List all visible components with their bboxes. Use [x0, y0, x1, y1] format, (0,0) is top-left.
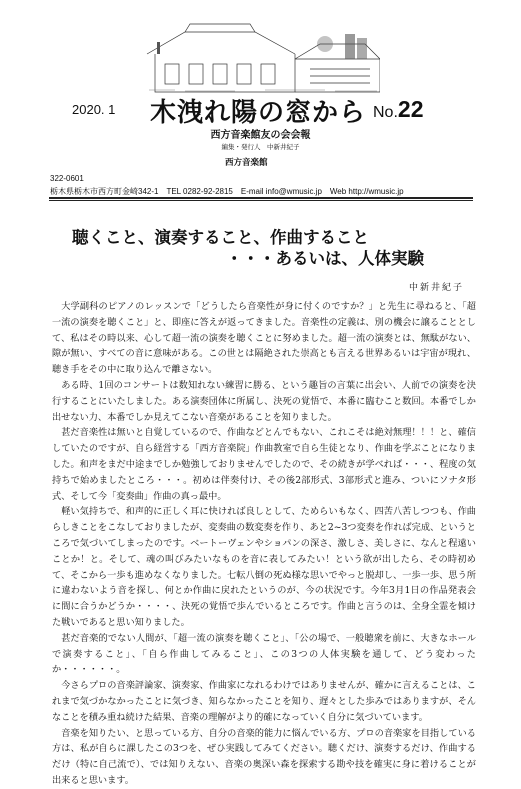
- contact-line: 栃木県栃木市西方町金崎342-1 TEL 0282-92-2815 E-mail info@wmusic.jp Web http://wmusic.jp: [50, 187, 404, 196]
- header-rule-thin: [49, 200, 473, 201]
- article-paragraph: 音楽を知りたい、と思っている方、自分の音楽的能力に悩んでいる方、プロの音楽家を目指している方は、私が自らに課したこの3つを、ぜひ実践してみてください。聴くだけ、演奏するだけ、作曲するだけ（特に自己流で）、では知りえない、音楽の奥深い森を探索する勘や技を確実に身に着けることが出来ると思います。: [52, 727, 476, 786]
- editor-credit: 編集・発行人 中新井紀子: [221, 143, 300, 151]
- issue-prefix: No.: [373, 104, 398, 121]
- article-headline-line1: 聴くこと、演奏すること、作曲すること: [72, 228, 369, 247]
- article-author: 中新井紀子: [409, 283, 465, 293]
- article-body: [52, 299, 476, 789]
- article-paragraph: ある時、1回のコンサートは数知れない練習に勝る、という趣旨の言葉に出会い、人前での演奏を決行することにいたしました。ある演奏団体に所属し、決死の覚悟で、本番に臨むこと数回。本番でしか出せない力、本番でしか見えてこない音楽があることを知りました。: [52, 379, 476, 423]
- newsletter-subtitle: 西方音楽館友の会会報: [210, 130, 311, 141]
- issue-date: 2020. 1: [72, 102, 116, 117]
- article-paragraph: 甚だ音楽的でない人間が、「超一流の演奏を聴くこと」、「公の場で、一般聴衆を前に、大きなホールで演奏すること」、「自ら作曲してみること」、この3つの人体実験を通して、どう変わったか・・・・・・。: [52, 632, 476, 676]
- postal-code: 322-0601: [50, 174, 84, 183]
- article-headline-line2: ・・・あるいは、人体実験: [226, 249, 424, 268]
- article-paragraph: 軽い気持ちで、和声的に正しく耳に快ければ良しとして、ためらいもなく、四苦八苦しつつも、作曲らしきことをこなしておりましたが、変奏曲の数変奏を作り、あと2~3つ変奏を作れば完成、というところで気づいてしまったのです。ベートーヴェンやショパンの深さ、激しさ、美しさに、なんと程遠いことか！と。そして、魂の叫びみたいなものを音に表してみたい！という欲が出したら、その時初めて、そこから一歩も進めなくなりました。七転八倒の死ぬ様な思いでやっと脱却し、一歩一歩、思う所に違わないよう音を探し、何とか作曲に戻れたというのが、今の状況です。今年3月1日の作品発表会に間に合うかどうか・・・・、決死の覚悟で歩んでいるところです。作曲と言うのは、全身全霊を傾けた戦いであると思い知りました。: [52, 506, 476, 628]
- article-paragraph: 大学副科のピアノのレッスンで「どうしたら音楽性が身に付くのですか？」と先生に尋ねると、「超一流の演奏を聴くこと」と、即座に答えが返ってきました。音楽性の定義は、別の機会に譲ることとして、私はその時以来、心して超一流の演奏を聴くことに努めました。超一流の演奏とは、無駄がない、隙が無い、すべての音に意味がある。この世とは隔絶された崇高とも言える世界あるいは宇宙が現れ、聴き手をその中に取り込んで離さない。: [52, 301, 476, 376]
- publisher-name: 西方音楽館: [225, 157, 268, 167]
- issue-number-value: 22: [397, 96, 424, 122]
- header-rule-thick: [49, 197, 473, 199]
- article-paragraph: 今さらプロの音楽評論家、演奏家、作曲家になれるわけではありませんが、確かに言えることは、これまで気づかなかったことに気づき、知らなかったことを知り、遅々とした歩みではありますが、そんなことを積み重ね続けた結果、音楽の理解がより的確になっていく自分に気づいています。: [52, 680, 476, 723]
- museum-building-sketch: [145, 14, 380, 94]
- issue-number: [373, 96, 424, 123]
- article-paragraph: 甚だ音楽性は無いと自覚しているので、作曲などとんでもない、これこそは絶対無理！！！と、確信していたのですが、自ら経営する「西方音楽院」作曲教室で自ら生徒となり、作曲を学ぶことになりました。和声をまだ中途までしか勉強しておりませんでしたので、その続きが学べれば・・・、程度の気持ちで始めましたところ・・・。初めは伴奏付け、その後2部形式、3部形式と進み、ついにソナタ形式、そして今「変奏曲」作曲の真っ最中。: [52, 427, 476, 502]
- newsletter-title: 木洩れ陽の窓から: [150, 98, 367, 128]
